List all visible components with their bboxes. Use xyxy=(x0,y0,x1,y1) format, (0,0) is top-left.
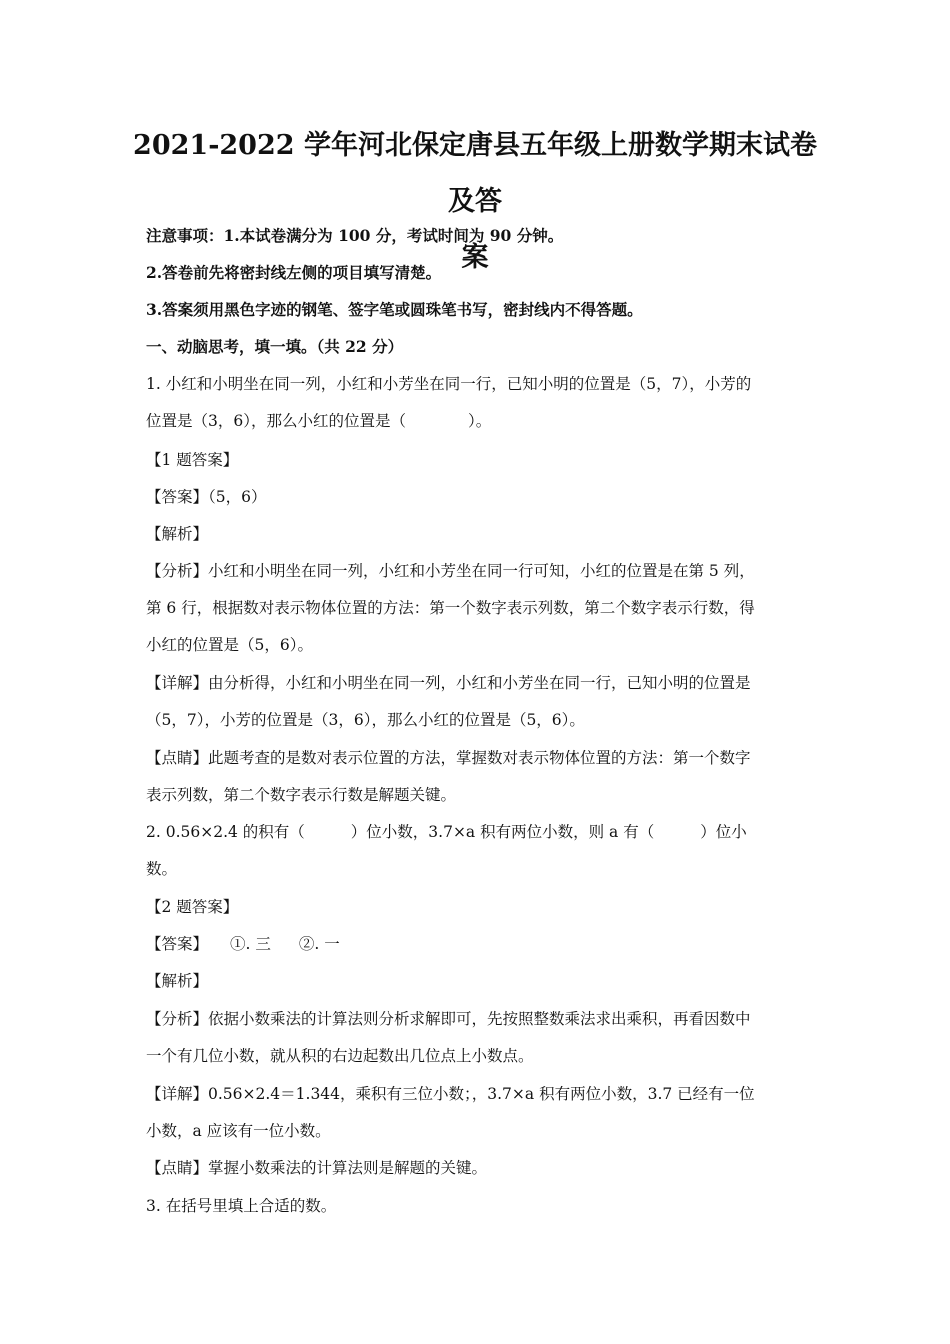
note-2: 2.答卷前先将密封线左侧的项目填写清楚。 xyxy=(146,263,442,282)
q1-answer: 【答案】（5，6） xyxy=(146,488,267,506)
q1-stem-line-1: 1. 小红和小明坐在同一列，小红和小芳坐在同一行，已知小明的位置是（5，7），小芳的 xyxy=(146,375,752,393)
q2-answer-label: 【答案】 xyxy=(146,935,209,953)
q2-stem-part-b: ）位小数，3.7×a 积有两位小数，则 a 有（ xyxy=(350,823,655,841)
q2-analysis-header: 【解析】 xyxy=(146,972,209,990)
q1-dianjing-line-2: 表示列数，第二个数字表示行数是解题关键。 xyxy=(146,786,457,804)
q2-stem-part-c: ）位小 xyxy=(700,823,747,841)
q1-stem-line-2 xyxy=(146,411,816,431)
section-1-heading: 一、动脑思考，填一填。（共 22 分） xyxy=(146,337,404,356)
q1-fenxi-line-1: 【分析】小红和小明坐在同一列，小红和小芳坐在同一行可知，小红的位置是在第 5 列， xyxy=(146,562,755,580)
q1-xiangjie-line-2: （5，7），小芳的位置是（3，6），那么小红的位置是（5，6）。 xyxy=(146,711,585,729)
title-line-2: 案 xyxy=(461,242,489,273)
document-title xyxy=(120,118,830,286)
q1-xiangjie-line-1: 【详解】由分析得，小红和小明坐在同一列，小红和小芳坐在同一行，已知小明的位置是 xyxy=(146,674,751,692)
note-3: 3.答案须用黑色字迹的钢笔、签字笔或圆珠笔书写，密封线内不得答题。 xyxy=(146,300,643,319)
q1-answer-header: 【1 题答案】 xyxy=(146,451,239,469)
q2-stem-part-a: 2. 0.56×2.4 的积有（ xyxy=(146,823,305,841)
q1-analysis-header: 【解析】 xyxy=(146,525,209,543)
q2-dianjing: 【点睛】掌握小数乘法的计算法则是解题的关键。 xyxy=(146,1159,488,1177)
q2-answer-2: ②. 一 xyxy=(298,935,340,953)
q2-stem-line-2: 数。 xyxy=(146,860,178,878)
q1-fenxi-line-3: 小红的位置是（5，6）。 xyxy=(146,636,313,654)
q1-dianjing-line-1: 【点睛】此题考查的是数对表示位置的方法，掌握数对表示物体位置的方法：第一个数字 xyxy=(146,749,751,767)
title-line-1: 2021-2022 学年河北保定唐县五年级上册数学期末试卷及答 xyxy=(133,130,817,217)
q1-stem-part-b: ）。 xyxy=(467,412,492,430)
q2-fenxi-line-2: 一个有几位小数，就从积的右边起数出几位点上小数点。 xyxy=(146,1047,534,1065)
q1-stem-part-a: 位置是（3，6），那么小红的位置是（ xyxy=(146,412,406,430)
q1-fenxi-line-2: 第 6 行，根据数对表示物体位置的方法：第一个数字表示列数，第二个数字表示行数，得 xyxy=(146,599,755,617)
note-1: 注意事项：1.本试卷满分为 100 分，考试时间为 90 分钟。 xyxy=(146,226,564,245)
q2-answer-1: ①. 三 xyxy=(230,935,271,953)
q2-fenxi-line-1: 【分析】依据小数乘法的计算法则分析求解即可，先按照整数乘法求出乘积，再看因数中 xyxy=(146,1010,751,1028)
q2-xiangjie-line-2: 小数，a 应该有一位小数。 xyxy=(146,1122,331,1140)
q2-xiangjie-line-1: 【详解】0.56×2.4＝1.344，乘积有三位小数；，3.7×a 积有两位小数，3.7 已经有一位 xyxy=(146,1085,755,1103)
q2-answer xyxy=(146,934,816,954)
q3-stem-line-1: 3. 在括号里填上合适的数。 xyxy=(146,1197,337,1215)
q2-answer-header: 【2 题答案】 xyxy=(146,898,239,916)
q2-stem-line-1 xyxy=(146,822,816,842)
